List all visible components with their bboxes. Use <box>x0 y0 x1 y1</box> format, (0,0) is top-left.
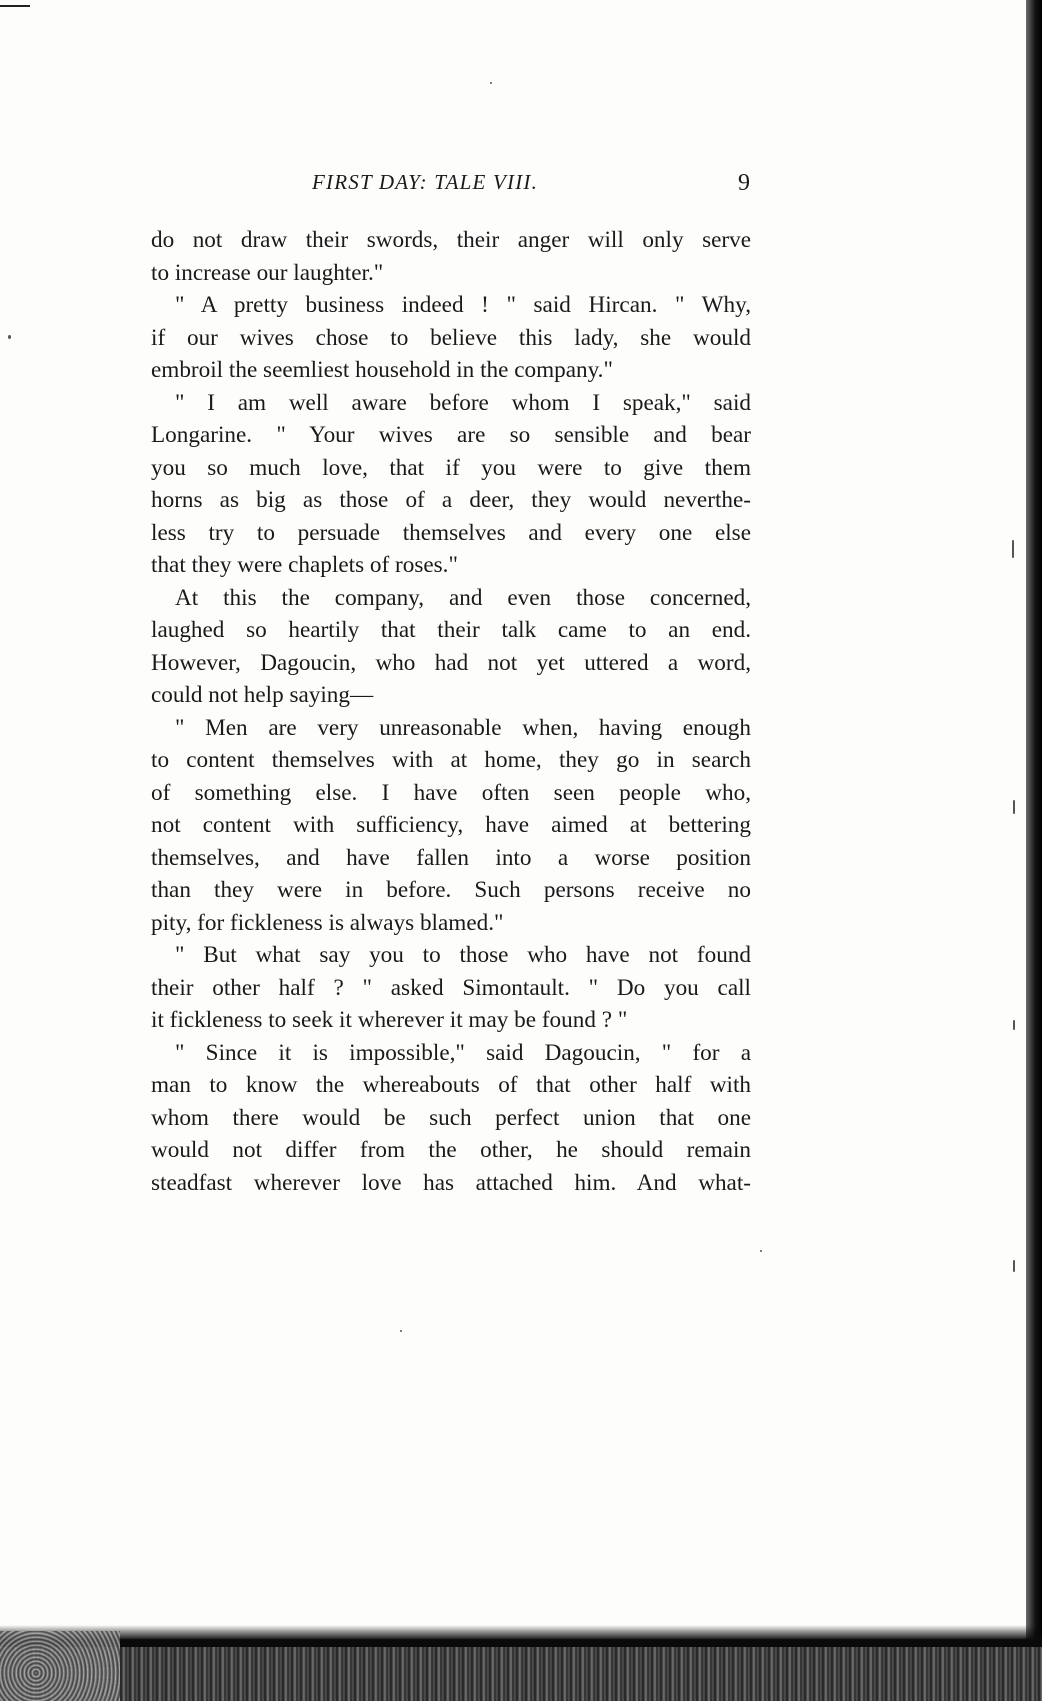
text-line: their other half ? " asked Simontault. " Do you call <box>151 974 751 1001</box>
text-line: However, Dagoucin, who had not yet uttered a word, <box>151 649 751 676</box>
text-line: not content with sufficiency, have aimed at bettering <box>151 812 751 838</box>
text-line: embroil the seemliest household in the company." <box>151 357 613 383</box>
text-line: horns as big as those of a deer, they would neverthe- <box>151 487 751 513</box>
paper-speck <box>1013 1020 1015 1030</box>
text-line: " I am well aware before whom I speak," said <box>175 389 751 416</box>
text-line: themselves, and have fallen into a worse position <box>151 844 751 871</box>
text-line: " But what say you to those who have not found <box>175 942 751 968</box>
paper-speck <box>400 1330 402 1332</box>
text-line: " Since it is impossible," said Dagoucin, " for a <box>175 1039 751 1066</box>
scan-mark <box>0 5 30 7</box>
running-head-title: FIRST DAY: TALE VIII. <box>312 170 539 194</box>
text-line: if our wives chose to believe this lady, she would <box>151 324 751 351</box>
text-line: to increase our laughter." <box>151 259 384 286</box>
text-line: that they were chaplets of roses." <box>151 552 458 578</box>
page-number: 9 <box>738 170 750 196</box>
text-line: than they were in before. Such persons receive no <box>151 877 751 903</box>
text-line: man to know the whereabouts of that other half with <box>151 1072 751 1098</box>
paper-speck <box>8 335 11 339</box>
text-line: do not draw their swords, their anger will only serve <box>151 227 751 253</box>
scan-bottom-edge <box>0 1639 1042 1701</box>
paper-speck <box>1013 1260 1015 1272</box>
text-line: you so much love, that if you were to give them <box>151 454 751 481</box>
paper-speck <box>490 82 492 84</box>
text-line: At this the company, and even those concerned, <box>175 584 751 611</box>
text-line: could not help saying— <box>151 682 374 708</box>
scan-corner-texture <box>0 1631 120 1701</box>
text-line: Longarine. " Your wives are so sensible and bear <box>151 422 751 448</box>
text-line: to content themselves with at home, they go in search <box>151 747 751 773</box>
text-line: less try to persuade themselves and every one else <box>151 519 751 546</box>
text-line: " Men are very unreasonable when, having enough <box>175 714 751 741</box>
text-line: " A pretty business indeed ! " said Hircan. " Why, <box>175 292 751 318</box>
paper-speck <box>1012 540 1014 558</box>
text-line: of something else. I have often seen people who, <box>151 779 751 806</box>
text-line: would not differ from the other, he should remain <box>151 1137 751 1163</box>
running-head <box>150 168 750 198</box>
text-line: it fickleness to seek it wherever it may be found ? " <box>151 1007 628 1033</box>
text-line: laughed so heartily that their talk came to an end. <box>151 617 751 643</box>
paper-speck <box>760 1250 762 1252</box>
text-line: steadfast wherever love has attached him. And what- <box>151 1169 751 1196</box>
text-line: pity, for fickleness is always blamed." <box>151 909 504 936</box>
page-edge-shadow <box>1026 0 1042 1701</box>
body-text <box>151 224 751 1199</box>
text-line: whom there would be such perfect union that one <box>151 1104 751 1131</box>
paper-speck <box>1013 800 1015 814</box>
